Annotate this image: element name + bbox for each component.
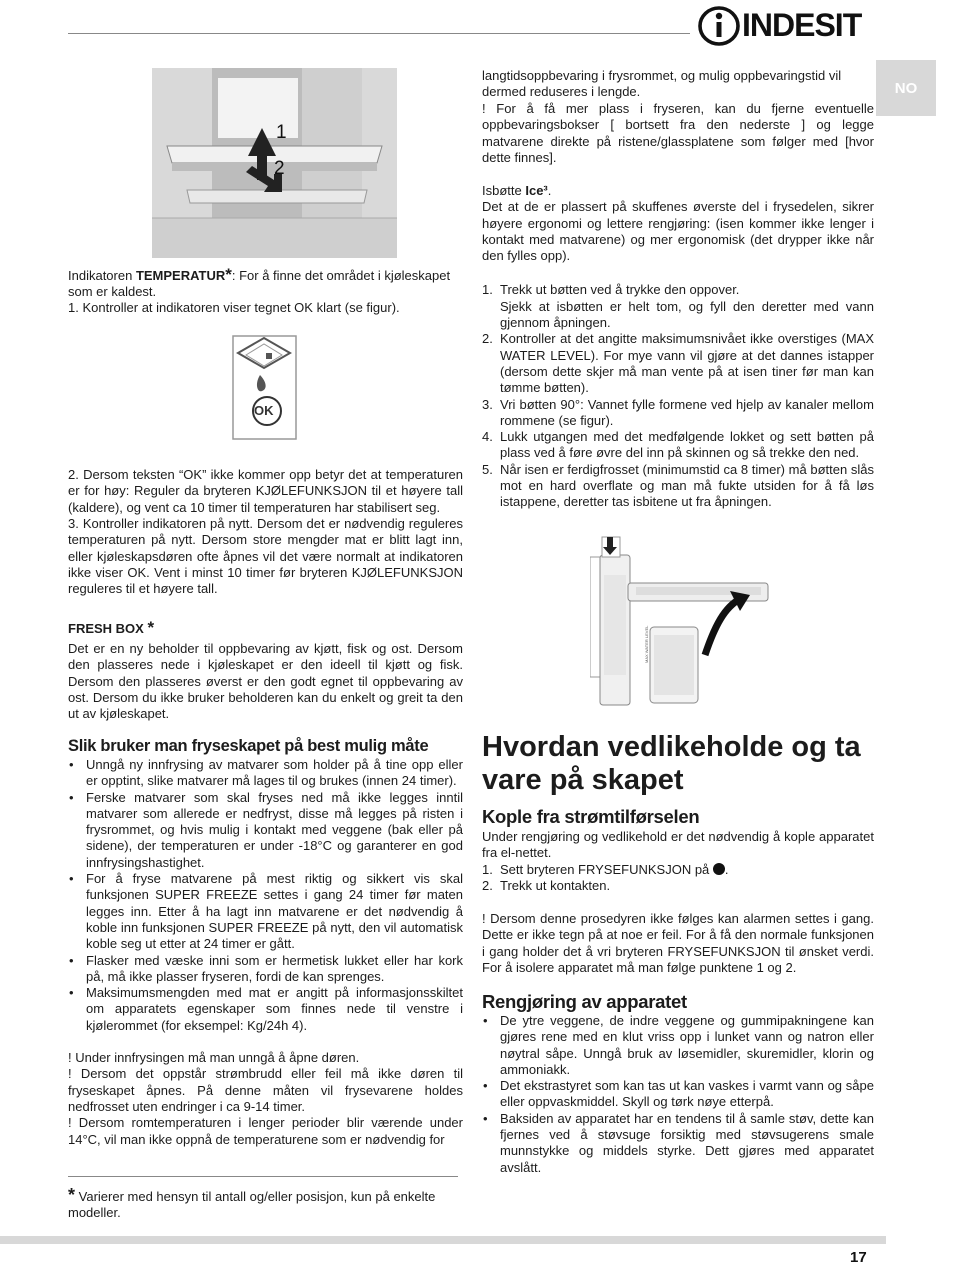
- list-item: 4. Lukk utgangen med det medfølgende lokket og sett bøtten på plass ved å føre øvre del inn på skinnen og så trekke den ned.: [482, 429, 874, 461]
- freezer-note-2: ! Dersom det oppstår strømbrudd eller feil må ikke døren til fryseskapet åpnes. På denne måten vil frysevarene holdes nedfrosset uten endringer i ca 9-14 timer.: [68, 1066, 463, 1114]
- list-item: 2. Kontroller at det angitte maksimumsnivået ikke overstiges (MAX WATER LEVEL). For mye vann vil gjøre at det dannes istapper (dersom dette skjer må man vente på at isen tiner før man kan tømme bøtten).: [482, 331, 874, 396]
- footnote-divider: [68, 1176, 458, 1177]
- fresh-box-text: Det er en ny beholder til oppbevaring av kjøtt, fisk og ost. Dersom den plasseres nede i kjøleskapet er den ideell til kjøtt og fisk. Dersom den plasseres øverst er den godt egnet til oppbevaring av ost. Dersom du ikke bruker beholderen kan du enkelt og greit ta den ut av kjøleskapet.: [68, 641, 463, 722]
- fig-label-1: 1: [276, 122, 287, 143]
- off-dot-icon: [713, 863, 725, 875]
- ok-indicator-icon: [232, 335, 297, 440]
- footnote: * Varierer med hensyn til antall og/eller posisjon, kun på enkelte modeller.: [68, 1185, 436, 1221]
- fig-label-2: 2: [274, 158, 285, 179]
- list-item: • Unngå ny innfrysing av matvarer som holder på å tine opp eller er opptint, slike matvarer må lages til og brukes (innen 24 timer).: [68, 757, 463, 790]
- freezer-storage-text: langtidsoppbevaring i frysrommet, og mulig oppbevaringstid vil dermed reduseres i lengde.: [482, 68, 842, 100]
- list-item: 2. Trekk ut kontakten.: [482, 878, 611, 894]
- freezer-title: Slik bruker man fryseskapet på best mulig måte: [68, 737, 429, 755]
- list-item: • Flasker med væske inni som er hermetisk lukket eller har kork på, må ikke plasser fryseren, fordi de kan sprenges.: [68, 953, 463, 986]
- list-item: 1. Trekk ut bøtten ved å trykke den oppover.: [482, 282, 740, 298]
- list-item: • For å fryse matvarene på mest riktig og sikkert vis skal funksjonen SUPER FREEZE settes i gang 24 timer før maten legges inn. Etter å ha lagt inn matvarene er det nødvendig å koble inn funksjonen SUPER FREEZE på nytt, den vil automatisk koble seg ut etter at 24 timer er gått.: [68, 871, 463, 952]
- temperature-indicator-intro: Indikatoren TEMPERATUR*: For å finne det området i kjøleskapet som er kaldest.: [68, 265, 451, 300]
- list-item: Sjekk at isbøtten er helt tom, og fyll den deretter med vann gjennom åpningen.: [500, 298, 874, 331]
- brand-name: INDESIT: [742, 7, 862, 43]
- list-item: 5. Når isen er ferdigfrosset (minimumstid ca 8 timer) må bøtten slås mot en hard overflate og man må fukte utsiden for å få løs istappene, deretter tas isbitene ut fra åpningen.: [482, 461, 874, 510]
- temperature-step-3: 3. Kontroller indikatoren på nytt. Dersom det er nødvendig reguleres temperaturen på nytt. Dersom store mengder mat er blitt lagt inn, eller kjøleskapsdøren ofte åpnes vil det være normalt at indikatoren ikke viser OK. Vent i minst 10 timer før bryteren KJØLEFUNKSJON reguleres til et høyere tall.: [68, 516, 463, 597]
- freezer-section: [68, 736, 463, 1148]
- ice-bucket-illustration: [590, 535, 780, 710]
- top-divider: [68, 33, 690, 34]
- list-item: • Maksimumsmengden med mat er angitt på informasjonsskiltet om apparatets egenskaper som finnes nede til venstre i kjølerommet (for eksempel: Kg/24h 4).: [68, 985, 463, 1034]
- ice-intro: Det at de er plassert på skuffenes øverste del i frysedelen, sikrer høyere ergonomi og lettere rengjøring: (isen kommer ikke lenger i kontakt med matvarene) og mer ergonomisk (det drypper ikke når den fylles opp).: [482, 199, 874, 264]
- fresh-box-title: FRESH BOX *: [68, 618, 155, 637]
- list-item: • Baksiden av apparatet har en tendens til å samle støv, dette kan fjernes ved å støvsuge forsiktig med støvsugerens smale munnstykke og middels styrke. Dett gjøres med apparatet avslått.: [482, 1111, 874, 1176]
- max-water-level-label: MAX WATER LEVEL: [644, 625, 649, 663]
- maintenance-title: Hvordan vedlikeholde og ta vare på skapet: [482, 731, 861, 796]
- cleaning-title: Rengjøring av apparatet: [482, 991, 687, 1012]
- freezer-note-1: ! Under innfrysingen må man unngå å åpne døren.: [68, 1050, 360, 1066]
- unplug-intro: Under rengjøring og vedlikehold er det nødvendig å kople apparatet fra el-nettet.: [482, 829, 874, 861]
- list-item: 1. Sett bryteren FRYSEFUNKSJON på .: [482, 862, 729, 877]
- cleaning-bullets: [482, 1013, 874, 1176]
- language-code: NO: [894, 79, 918, 97]
- unplug-steps: [482, 862, 874, 895]
- ice-title: Isbøtte Ice³.: [482, 183, 552, 198]
- freezer-space-note: ! For å få mer plass i fryseren, kan du fjerne eventuelle oppbevaringsbokser [ bortsett fra den nederste ] og legge matvarene direkte på ristene/glassplatene som følger med [hvor dette finnes].: [482, 101, 874, 165]
- fresh-box-section: [68, 620, 463, 722]
- ok-label: OK: [254, 403, 274, 418]
- freezer-note-3: ! Dersom romtemperaturen i lenger perioder blir værende under 14°C, vil man ikke oppnå de temperaturene som er nødvendig for: [68, 1115, 463, 1147]
- page-number: 17: [850, 1249, 867, 1266]
- ice-bucket-figure: [590, 535, 780, 710]
- list-item: 3. Vri bøtten 90°: Vannet fylle formene ved hjelp av kanaler mellom rommene (se figur).: [482, 396, 874, 428]
- temperature-step-1: 1. Kontroller at indikatoren viser tegnet OK klart (se figur).: [68, 300, 400, 315]
- language-tab: [876, 60, 936, 116]
- list-item: • Det ekstrastyret som kan tas ut kan vaskes i varmt vann og såpe eller oppvaskmiddel. Skyll og tørk nøye etterpå.: [482, 1078, 874, 1111]
- footer-bar: [0, 1236, 886, 1244]
- list-item: • Ferske matvarer som skal fryses ned må ikke legges inntil matvarer som allerede er nedfryst, disse må legges på risten i frysrommet, og hvis mulig i kontakt med veggene (bak eller på sidene), der temperaturen er under -18°C og garanterer en god innfrysingshastighet.: [68, 790, 463, 871]
- ice-section: [482, 183, 874, 511]
- fridge-shelf-figure: [152, 68, 397, 258]
- unplug-note: ! Dersom denne prosedyren ikke følges kan alarmen settes i gang. Dette er ikke tegn på at noe er feil. For å få den normale funksjonen i gang holder det å vri bryteren FRYSEFUNKSJON til ønsket verdi. For å isolere apparatet må man følge punktene 1 og 2.: [482, 911, 874, 975]
- temperature-label: TEMPERATUR: [135, 268, 226, 283]
- temperature-indicator-figure: [232, 335, 297, 440]
- freezer-bullets: [68, 757, 463, 1034]
- ice-steps: [482, 282, 874, 510]
- list-item: • De ytre veggene, de indre veggene og gummipakningene kan gjøres rene med en klut vriss opp i lunket vann og natron eller nøytral såpe. Unngå bruk av løsemidler, skuremidler, klorin og ammoniakk.: [482, 1013, 874, 1078]
- temperature-step-2: 2. Dersom teksten “OK” ikke kommer opp betyr det at temperaturen er for høy: Reguler da bryteren KJØLEFUNKSJON til et høyere tall (kaldere), og vent ca 10 timer til temperaturen har stabilisert seg.: [68, 467, 463, 515]
- unplug-title: Kople fra strømtilførselen: [482, 806, 700, 827]
